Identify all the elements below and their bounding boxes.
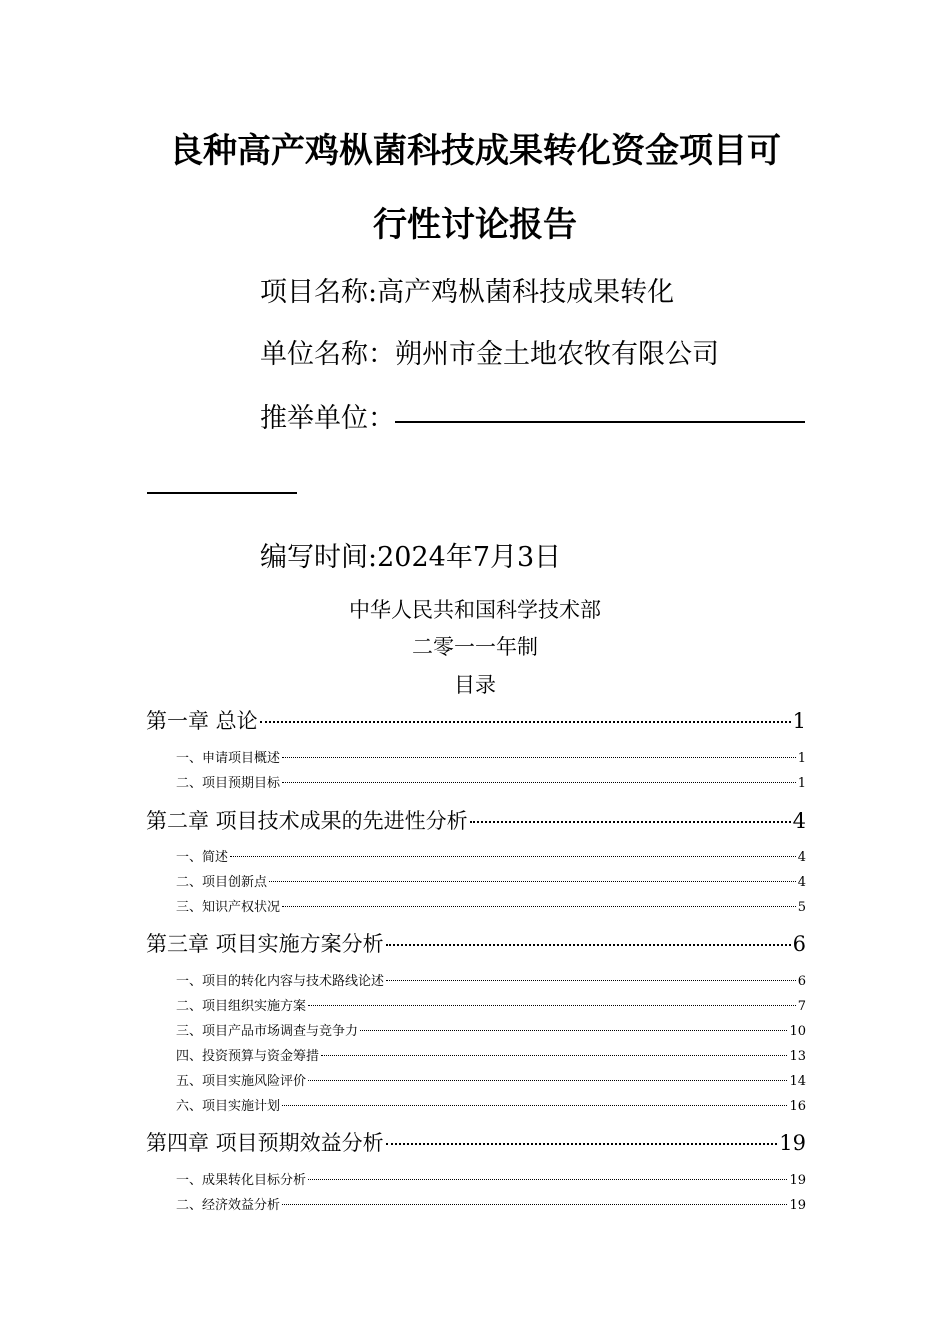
- toc-section-title: 三、项目产品市场调查与竞争力: [176, 1024, 359, 1039]
- toc-leader: [386, 1143, 778, 1145]
- toc-leader: [386, 980, 796, 981]
- toc-page-number: 14: [789, 1074, 806, 1089]
- toc-leader: [470, 821, 791, 823]
- toc-leader: [308, 1005, 796, 1006]
- toc-section-title: 一、成果转化目标分析: [176, 1173, 307, 1188]
- toc-chapter-title: 第二章 项目技术成果的先进性分析: [146, 809, 468, 833]
- toc-leader: [308, 1179, 787, 1180]
- toc-page-number: 4: [797, 850, 806, 865]
- toc-page-number: 19: [789, 1198, 806, 1213]
- toc-page-number: 6: [792, 932, 806, 956]
- toc-section-title: 五、项目实施风险评价: [176, 1074, 307, 1089]
- toc-chapter[interactable]: [146, 806, 806, 836]
- toc-leader: [386, 944, 791, 946]
- toc-page-number: 4: [797, 875, 806, 890]
- compile-date-line: [260, 541, 561, 575]
- toc-leader: [260, 721, 791, 723]
- toc-section[interactable]: [176, 997, 806, 1017]
- unit-name-label: 单位名称：: [260, 339, 395, 370]
- toc-chapter-title: 第四章 项目预期效益分析: [146, 1131, 384, 1155]
- toc-page-number: 1: [792, 709, 806, 733]
- toc-page-number: 1: [797, 776, 806, 791]
- toc-section-title: 四、投资预算与资金筹措: [176, 1049, 320, 1064]
- toc-chapter[interactable]: [146, 1128, 806, 1158]
- toc-section-title: 二、项目预期目标: [176, 776, 281, 791]
- toc-page-number: 19: [789, 1173, 806, 1188]
- toc-page-number: 19: [779, 1131, 806, 1155]
- toc-section[interactable]: [176, 1097, 806, 1117]
- toc-section[interactable]: [176, 1171, 806, 1191]
- recommend-unit-label: 推举单位：: [260, 403, 395, 434]
- toc-section[interactable]: [176, 898, 806, 918]
- issuing-organization: 中华人民共和国科学技术部: [349, 598, 601, 622]
- recommend-unit-blank-line-continued: [147, 492, 297, 494]
- toc-chapter-title: 第一章 总论: [146, 709, 258, 733]
- recommend-unit-blank-line: [395, 421, 805, 423]
- toc-page-number: 4: [792, 809, 806, 833]
- toc-section[interactable]: [176, 1196, 806, 1216]
- toc-section-title: 一、申请项目概述: [176, 751, 281, 766]
- toc-leader: [282, 906, 796, 907]
- toc-chapter-title: 第三章 项目实施方案分析: [146, 932, 384, 956]
- toc-section-title: 二、项目组织实施方案: [176, 999, 307, 1014]
- project-name-label: 项目名称:: [260, 277, 378, 308]
- toc-leader: [308, 1080, 787, 1081]
- toc-page-number: 16: [789, 1099, 806, 1114]
- toc-section[interactable]: [176, 972, 806, 992]
- toc-section[interactable]: [176, 749, 806, 769]
- toc-chapter[interactable]: [146, 706, 806, 736]
- toc-leader: [282, 1204, 787, 1205]
- toc-section[interactable]: [176, 873, 806, 893]
- compile-date-value: 2024年7月3日: [377, 542, 562, 573]
- toc-leader: [282, 1105, 787, 1106]
- toc-section[interactable]: [176, 1072, 806, 1092]
- toc-page-number: 6: [797, 974, 806, 989]
- recommend-unit-line: [260, 402, 395, 436]
- toc-section[interactable]: [176, 848, 806, 868]
- unit-name-value: 朔州市金土地农牧有限公司: [395, 339, 719, 370]
- toc-leader: [282, 782, 796, 783]
- toc-page-number: 13: [789, 1049, 806, 1064]
- toc-chapter[interactable]: [146, 929, 806, 959]
- toc-leader: [321, 1055, 787, 1056]
- toc-leader: [269, 881, 796, 882]
- toc-page-number: 10: [789, 1024, 806, 1039]
- report-title-line-1: 良种高产鸡枞菌科技成果转化资金项目可: [169, 131, 781, 171]
- toc-section-title: 二、经济效益分析: [176, 1198, 281, 1213]
- toc-leader: [360, 1030, 787, 1031]
- project-name-line: [260, 276, 674, 310]
- project-name-value: 高产鸡枞菌科技成果转化: [377, 277, 675, 308]
- year-made: 二零一一年制: [412, 635, 538, 659]
- toc-page-number: 1: [797, 751, 806, 766]
- toc-section-title: 一、项目的转化内容与技术路线论述: [176, 974, 385, 989]
- toc-heading: 目录: [454, 673, 496, 697]
- compile-date-label: 编写时间:: [260, 542, 378, 573]
- toc-section-title: 一、简述: [176, 850, 229, 865]
- unit-name-line: [260, 338, 719, 372]
- toc-page-number: 7: [797, 999, 806, 1014]
- toc-section-title: 二、项目创新点: [176, 875, 268, 890]
- toc-section[interactable]: [176, 1022, 806, 1042]
- toc-leader: [282, 757, 796, 758]
- toc-section[interactable]: [176, 774, 806, 794]
- report-title-line-2: 行性讨论报告: [373, 205, 577, 245]
- toc-page-number: 5: [797, 900, 806, 915]
- toc-section-title: 三、知识产权状况: [176, 900, 281, 915]
- toc-section-title: 六、项目实施计划: [176, 1099, 281, 1114]
- toc-leader: [230, 856, 796, 857]
- toc-section[interactable]: [176, 1047, 806, 1067]
